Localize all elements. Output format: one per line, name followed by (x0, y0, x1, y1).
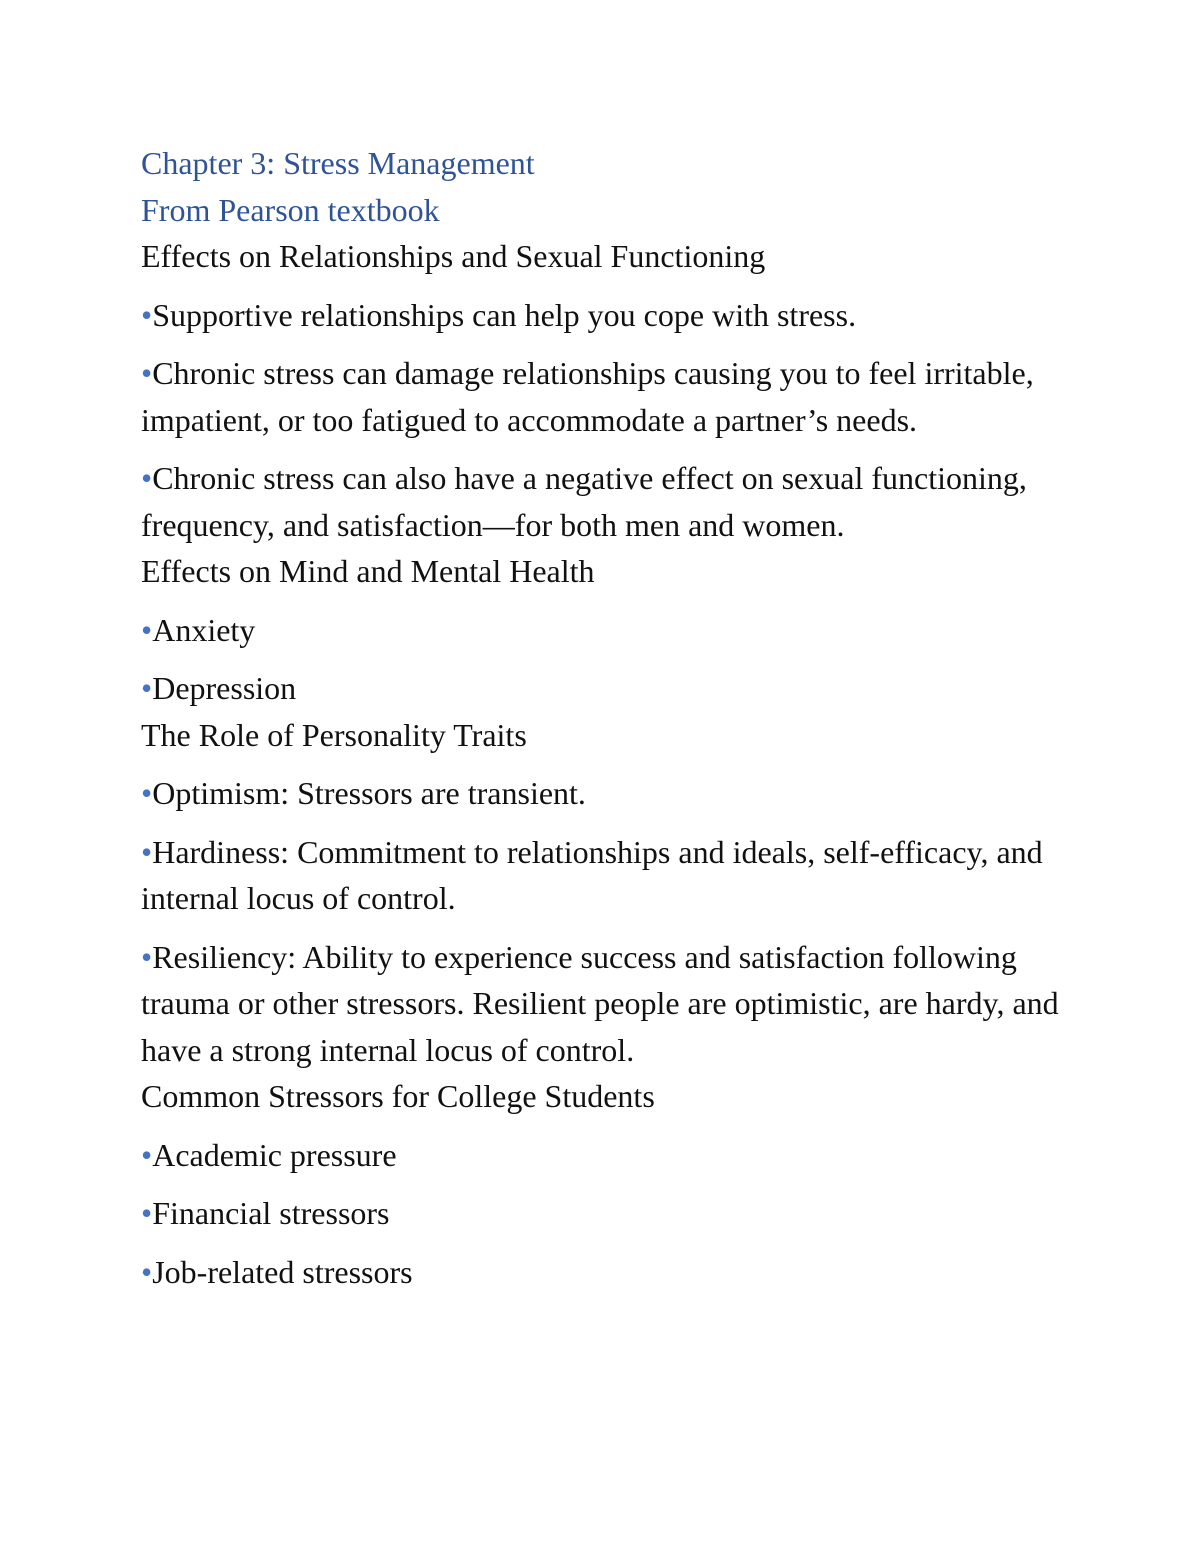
list-item (141, 455, 1081, 548)
bullet-icon: • (141, 460, 153, 496)
list-item-text: Depression (152, 670, 297, 706)
list-item (141, 1249, 1081, 1296)
section-personality-traits (141, 712, 1081, 1074)
bullet-list (141, 607, 1081, 712)
section-heading: Effects on Mind and Mental Health (141, 553, 595, 589)
list-item-text: Anxiety (152, 611, 256, 648)
section-mental-health (141, 548, 1081, 712)
list-item (141, 292, 1081, 339)
list-item (141, 607, 1081, 654)
bullet-icon: • (141, 1136, 153, 1173)
list-item-text: Academic pressure (152, 1136, 397, 1173)
page-title: Chapter 3: Stress Management (141, 145, 535, 181)
list-item (141, 1190, 1081, 1237)
bullet-list (141, 1132, 1081, 1296)
bullet-list (141, 292, 1081, 549)
section-relationships (141, 233, 1081, 548)
bullet-icon: • (141, 833, 153, 870)
list-item-text: Chronic stress can damage relationships causing you to feel irritable, impatient, or too fatigued to accommodate a partner’s needs. (141, 355, 1034, 438)
list-item-text: Supportive relationships can help you cope with stress. (152, 296, 857, 333)
bullet-list (141, 770, 1081, 1073)
bullet-icon: • (141, 355, 153, 391)
list-item-text: Resiliency: Ability to experience success and satisfaction following trauma or other stressors. Resilient people are optimistic, are hardy, and have a strong internal locus of control. (141, 938, 1059, 1068)
list-item (141, 934, 1081, 1074)
bullet-icon: • (141, 775, 153, 811)
list-item (141, 770, 1081, 817)
section-heading: Common Stressors for College Students (141, 1078, 655, 1114)
list-item (141, 1132, 1081, 1179)
bullet-icon: • (141, 670, 153, 706)
list-item-text: Job-related stressors (152, 1253, 413, 1290)
list-item-text: Financial stressors (152, 1195, 390, 1231)
bullet-icon: • (141, 296, 153, 333)
list-item (141, 829, 1081, 922)
section-college-stressors (141, 1073, 1081, 1295)
list-item-text: Hardiness: Commitment to relationships and ideals, self-efficacy, and internal locus of control. (141, 833, 1043, 916)
bullet-icon: • (141, 938, 153, 975)
list-item (141, 665, 1081, 712)
section-heading: The Role of Personality Traits (141, 716, 527, 753)
bullet-icon: • (141, 1195, 153, 1231)
bullet-icon: • (141, 611, 153, 648)
document-content (141, 140, 1081, 1295)
list-item-text: Chronic stress can also have a negative effect on sexual functioning, frequency, and satisfaction—for both men and women. (141, 460, 1027, 543)
section-heading: Effects on Relationships and Sexual Functioning (141, 238, 766, 274)
list-item-text: Optimism: Stressors are transient. (152, 775, 586, 811)
page-subtitle: From Pearson textbook (141, 191, 440, 228)
list-item (141, 350, 1081, 443)
bullet-icon: • (141, 1253, 153, 1290)
